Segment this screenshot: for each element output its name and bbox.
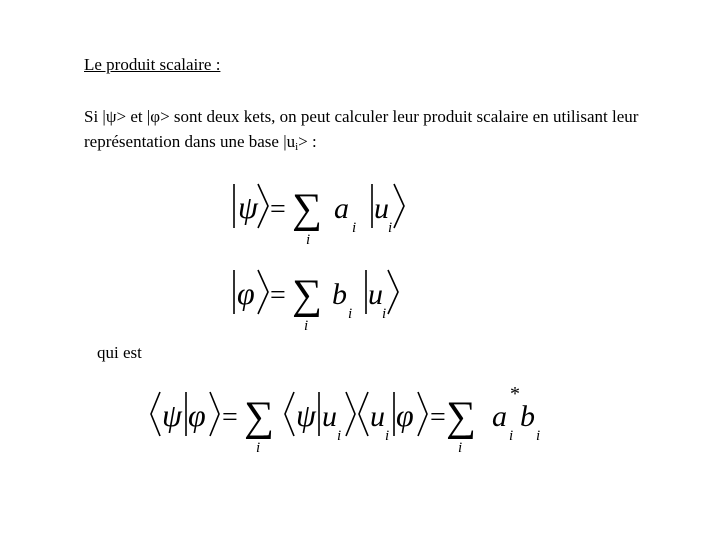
eq3-equals-2: =	[430, 402, 446, 433]
eq1-ket-sub: i	[388, 220, 393, 236]
eq3-equals-1: =	[222, 402, 238, 433]
eq3-sum-2: ∑	[446, 394, 476, 440]
equation-psi-expansion	[228, 178, 418, 250]
eq2-coef-sub: i	[348, 306, 353, 322]
eq3-bra: ψ	[162, 397, 182, 433]
eq3-sum-1: ∑	[244, 394, 274, 440]
intro-text-3: > sont deux kets, on peut calculer leur produit scalaire en utilisant leur représentation dans une base |u	[84, 107, 639, 151]
eq3-mid-phi: φ	[396, 397, 414, 433]
eq3-star: *	[510, 383, 520, 405]
eq3-mid-u1-sub: i	[337, 428, 342, 444]
eq3-a: a	[492, 400, 507, 433]
eq1-coef-sub: i	[352, 220, 357, 236]
intro-paragraph	[84, 104, 684, 160]
eq3-b: b	[520, 400, 535, 433]
section-heading: Le produit scalaire :	[84, 55, 221, 74]
eq3-mid-u2: u	[370, 400, 385, 433]
eq1-coef: a	[334, 192, 349, 225]
intro-text-4: > :	[298, 132, 317, 151]
eq2-ket: u	[368, 278, 383, 311]
intro-text-2: > et |	[116, 107, 151, 126]
eq3-index-2: i	[458, 440, 463, 456]
eq2-coef: b	[332, 278, 347, 311]
equation-psi-svg	[228, 178, 418, 250]
equation-phi-expansion	[228, 264, 418, 336]
eq3-a-sub: i	[509, 428, 514, 444]
intro-phi: φ	[150, 107, 161, 126]
eq1-equals: =	[270, 194, 286, 225]
eq2-equals: =	[270, 280, 286, 311]
eq2-index: i	[304, 318, 309, 334]
intro-subscript: i	[295, 141, 299, 153]
eq1-ket: u	[374, 192, 389, 225]
transition-text: qui est	[97, 343, 142, 362]
eq1-lhs: ψ	[238, 189, 258, 225]
intro-text-1: Si |	[84, 107, 106, 126]
eq3-index-1: i	[256, 440, 261, 456]
equation-scalar-product	[146, 384, 556, 464]
eq3-mid-u2-sub: i	[385, 428, 390, 444]
intro-psi: ψ	[105, 107, 117, 126]
eq2-ket-sub: i	[382, 306, 387, 322]
eq2-lhs: φ	[237, 275, 255, 311]
equation-phi-svg	[228, 264, 418, 336]
eq2-sum: ∑	[292, 272, 322, 318]
eq3-mid-psi: ψ	[296, 397, 316, 433]
equation-scalar-product-svg	[146, 384, 556, 464]
eq3-mid-u1: u	[322, 400, 337, 433]
eq1-sum: ∑	[292, 186, 322, 232]
eq3-b-sub: i	[536, 428, 541, 444]
eq1-index: i	[306, 232, 311, 248]
eq3-ket: φ	[188, 397, 206, 433]
